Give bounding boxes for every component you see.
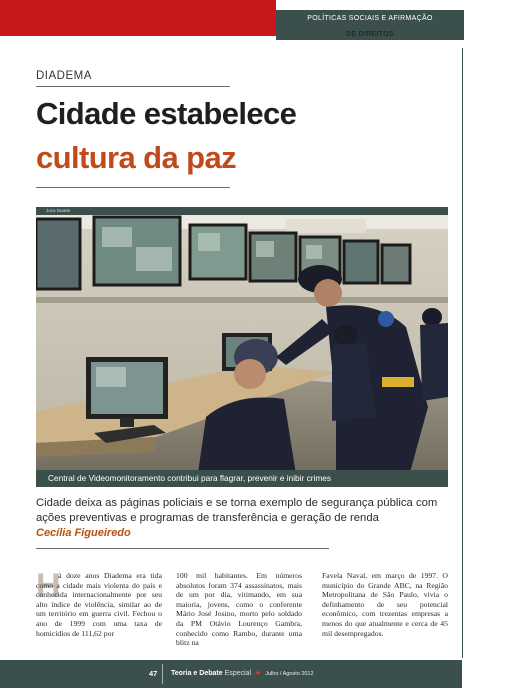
- deck-divider: [36, 548, 329, 549]
- body-column-1-text: á doze anos Diadema era tida como a cidade mais violenta do país e conhecida internacionalmente por seu alto índice de violência, similar ao de um território em guerra civil. Fechou o ano de 1999 com uma taxa de homicídios de 111,62 por: [36, 571, 162, 638]
- photo-caption: Central de Videomonitoramento contribui para flagrar, prevenir e inibir crimes: [48, 473, 332, 483]
- kicker-divider: [36, 86, 230, 87]
- dropcap: H: [36, 567, 61, 605]
- section-line-2: DE DIREITOS: [346, 31, 394, 38]
- section-line-1: POLÍTICAS SOCIAIS E AFIRMAÇÃO: [307, 15, 433, 22]
- body-column-2: 100 mil habitantes. Em números absolutos foram 374 assassinatos, mais de um por dia, vitimando, em sua maioria, jovens, como o conferente Mário José Josino, morto pelo soldado da PM Otávio Lourenço Gambra, conhecido como Rambo, durante uma blitz na: [176, 571, 302, 648]
- issue-date: Julho / Agosto 2012: [265, 671, 314, 677]
- body-column-1: [36, 567, 162, 638]
- article-photo: [36, 207, 448, 487]
- footer-divider: [162, 664, 163, 684]
- title-divider: [36, 187, 230, 188]
- page-number: 47: [149, 669, 158, 678]
- section-label: [276, 12, 464, 41]
- right-rule: [462, 48, 463, 658]
- title-line-1: Cidade estabelece: [36, 96, 297, 131]
- photo-credit-bar: [36, 207, 448, 215]
- article-kicker: DIADEMA: [36, 70, 92, 82]
- magazine-edition: Especial: [224, 670, 252, 677]
- magazine-title: Teoria e Debate: [171, 670, 223, 677]
- header-red-band: [0, 0, 276, 36]
- article-deck: Cidade deixa as páginas policiais e se torna exemplo de segurança pública com ações preventivas e programas de transferência e geração de renda: [36, 497, 438, 524]
- footer-margin: [462, 660, 516, 688]
- article-author: Cecília Figueiredo: [36, 527, 131, 539]
- photo-credit: Joca Duarte: [46, 208, 71, 213]
- title-line-2: cultura da paz: [36, 140, 237, 175]
- star-icon: ★: [255, 670, 262, 677]
- body-column-3: Favela Naval, em março de 1997. O município do Grande ABC, na Região Metropolitana de São Paulo, vivia o definhamento de seu potencial econômico, com trezentas empresas a menos do que atualmente e cerca de 45 mil desempregados.: [322, 571, 448, 638]
- magazine-name: [171, 669, 314, 677]
